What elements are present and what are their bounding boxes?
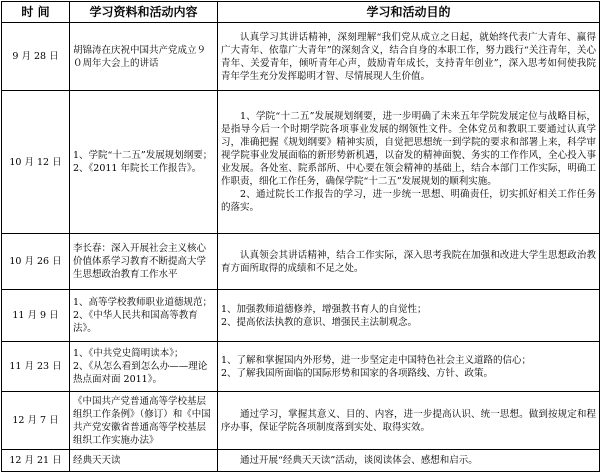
table-row [2, 450, 600, 472]
date-cell: 12 月 21 日 [2, 450, 70, 472]
purpose-cell [218, 234, 600, 290]
content-line: 2、《中华人民共和国高等教育法》。 [73, 310, 198, 334]
content-line: 1、高等学校教师职业道德规范； [73, 297, 213, 308]
content-cell [70, 23, 218, 91]
purpose-line: 通过学习，掌握其意义、目的、内容，进一步提高认识、统一思想。做到按规定和程序办事，保证学院各项制度落到实处、取得实效。 [221, 408, 596, 433]
content-cell [70, 290, 218, 342]
purpose-cell [218, 91, 600, 234]
content-line: 《中国共产党普通高等学校基层组织工作条例》（修订）和《中国共产党安徽省普通高等学校基层组织工作实施办法》 [73, 395, 211, 446]
purpose-line: 通过开展“经典天天读”活动，谈阅读体会、感想和启示。 [240, 455, 478, 466]
purpose-cell [218, 342, 600, 392]
header-date: 时 间 [2, 2, 70, 23]
date-cell: 10 月 12 日 [2, 91, 70, 234]
date-cell: 9 月 28 日 [2, 23, 70, 91]
content-line: 经典天天读 [73, 455, 121, 466]
table-row [2, 23, 600, 91]
schedule-table [1, 1, 600, 472]
purpose-cell [218, 23, 600, 91]
content-line: 1、《中共党史简明读本》； [73, 348, 184, 359]
header-content: 学习资料和活动内容 [70, 2, 218, 23]
purpose-cell [218, 392, 600, 450]
table-row [2, 234, 600, 290]
purpose-line: 认真学习其讲话精神，深刻理解“我们党从成立之日起，就始终代表广大青年、赢得广大青年、依靠广大青年”的深刻含义，结合自身的本职工作，努力践行“关注青年，关心青年、关爱青年，倾听青年心声，鼓励青年成长，支持青年创业”，深入思考如何使我院青年学生充分发挥聪明才智、尽情展现人生价值。 [221, 31, 596, 82]
date-cell: 12 月 7 日 [2, 392, 70, 450]
date-cell: 11 月 23 日 [2, 342, 70, 392]
content-cell [70, 342, 218, 392]
purpose-cell [218, 450, 600, 472]
content-cell [70, 234, 218, 290]
header-row [2, 2, 600, 23]
content-cell [70, 450, 218, 472]
table-row [2, 392, 600, 450]
purpose-line: 2、提高依法执教的意识、增强民主法制观念。 [221, 316, 418, 328]
content-line: 2、《从怎么看到怎么办——理论热点面对面 2011》。 [73, 361, 208, 385]
content-cell [70, 91, 218, 234]
content-line: 1、学院“十二五”发展规划纲要； [73, 150, 213, 161]
table-row [2, 290, 600, 342]
content-line: 胡锦涛在庆祝中国共产党成立９０周年大会上的讲话 [73, 44, 207, 69]
purpose-line: 1、加强教师道德修养，增强教书育人的自觉性； [221, 303, 427, 315]
content-line: 2、《2011 年院长工作报告》。 [73, 163, 202, 174]
purpose-cell [218, 290, 600, 342]
purpose-line: 1、了解和掌握国内外形势，进一步坚定走中国特色社会主义道路的信心； [221, 354, 532, 366]
table-row [2, 342, 600, 392]
content-cell [70, 392, 218, 450]
purpose-line: 2、通过院长工作报告的学习，进一步统一思想、明确责任，切实抓好相关工作任务的落实。 [221, 189, 596, 213]
date-cell: 10 月 26 日 [2, 234, 70, 290]
table-row [2, 91, 600, 234]
purpose-line: 1、学院“十二五”发展规划纲要，进一步明确了未来五年学院发展定位与战略目标，是指导今后一个时期学院各项事业发展的纲领性文件。全体党员和教职工要通过认真学习，准确把握《规划纲要》精神实质，自觉把思想统一到学院的要求和部署上来，科学审视学院事业发展面临的新形势新机遇，以奋发的精神面貌、务实的工作作风，全心投入事业发展。各处室、院系部所、中心要在领会精神的基础上，结合本部门工作实际，明确工作职责，细化工作任务，确保学院“十二五”发展规划的顺利实施。 [221, 111, 596, 187]
purpose-line: 2、了解我国所面临的国际形势和国家的各项路线、方针、政策。 [221, 367, 494, 379]
header-purpose: 学习和活动目的 [218, 2, 600, 23]
date-cell: 11 月 9 日 [2, 290, 70, 342]
purpose-line: 认真领会其讲话精神，结合工作实际，深入思考我院在加强和改进大学生思想政治教育方面所取得的成绩和不足之处。 [221, 249, 596, 274]
content-line: 李长春：深入开展社会主义核心价值体系学习教育不断提高大学生思想政治教育工作水平 [73, 243, 207, 280]
